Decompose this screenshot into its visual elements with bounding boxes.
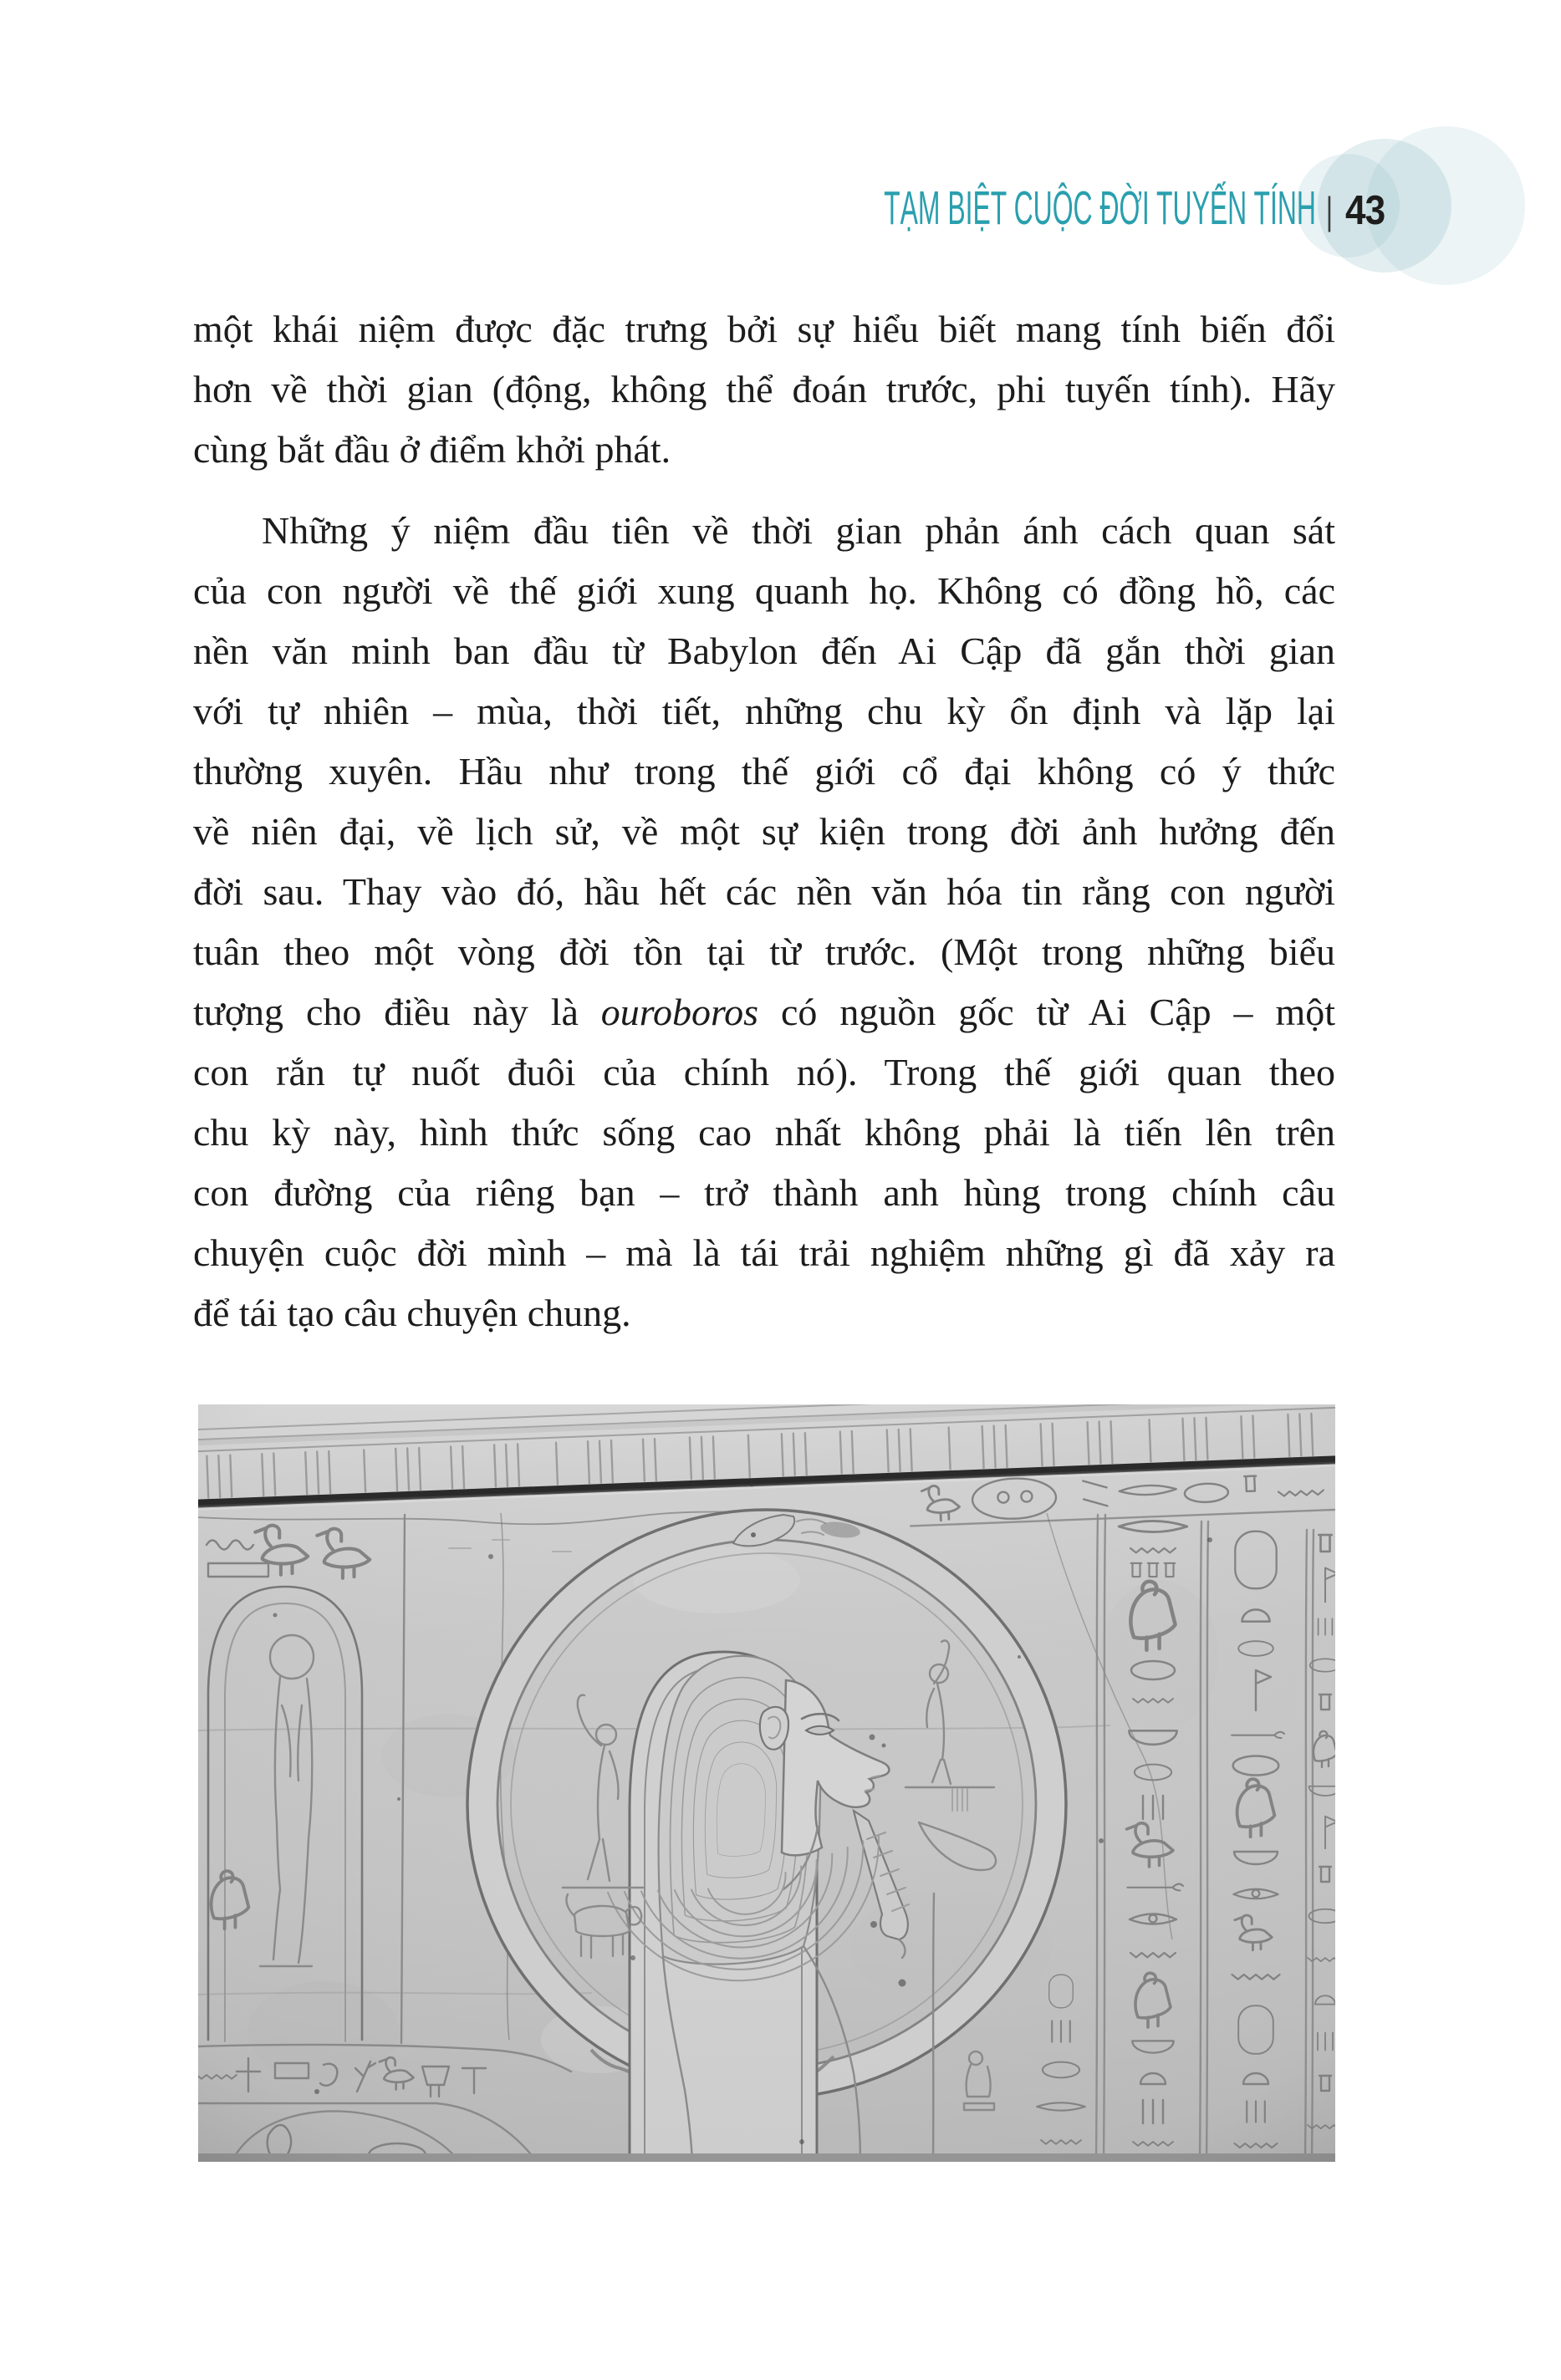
text-line: của con người về thế giới xung quanh họ. Không có đồng hồ, các <box>193 569 1335 612</box>
text-line: chuyện cuộc đời mình – mà là tái trải nghiệm những gì đã xảy ra <box>193 1231 1335 1274</box>
decorative-circle <box>1366 126 1525 285</box>
chapter-title: TẠM BIỆT CUỘC ĐỜI TUYẾN TÍNH <box>883 181 1316 235</box>
vignette <box>198 1404 1335 2162</box>
text-line: đời sau. Thay vào đó, hầu hết các nền văn hóa tin rằng con người <box>193 870 1335 913</box>
text-line: nền văn minh ban đầu từ Babylon đến Ai Cập đã gắn thời gian <box>193 629 1335 672</box>
text-run: có nguồn gốc từ Ai Cập – một <box>758 991 1336 1033</box>
text-line: với tự nhiên – mùa, thời tiết, những chu kỳ ổn định và lặp lại <box>193 690 1335 732</box>
text-line: con rắn tự nuốt đuôi của chính nó). Trong thế giới quan theo <box>193 1051 1335 1093</box>
running-head <box>544 181 1390 236</box>
text-line: hơn về thời gian (động, không thể đoán trước, phi tuyến tính). Hãy <box>193 368 1335 410</box>
text-line: Những ý niệm đầu tiên về thời gian phản ánh cách quan sát <box>262 509 1335 552</box>
page-number: 43 <box>1345 188 1385 233</box>
paragraph-2 <box>193 501 1335 1343</box>
text-run: tượng cho điều này là <box>193 991 601 1033</box>
header-separator-bar: | <box>1325 189 1333 232</box>
text-line: tuân theo một vòng đời tồn tại từ trước. (Một trong những biểu <box>193 930 1335 973</box>
text-line: con đường của riêng bạn – trở thành anh hùng trong chính câu <box>193 1171 1335 1214</box>
text-line: về niên đại, về lịch sử, về một sự kiện trong đời ảnh hưởng đến <box>193 810 1335 853</box>
text-line-with-italic <box>193 982 1335 1042</box>
paragraph-1 <box>193 299 1335 480</box>
egyptian-relief-photo <box>198 1404 1335 2162</box>
text-line: cùng bắt đầu ở điểm khởi phát. <box>193 428 671 471</box>
relief-graphic <box>198 1404 1335 2162</box>
text-line: để tái tạo câu chuyện chung. <box>193 1292 631 1334</box>
text-line: chu kỳ này, hình thức sống cao nhất không phải là tiến lên trên <box>193 1111 1335 1154</box>
italic-term: ouroboros <box>600 991 759 1033</box>
text-line: thường xuyên. Hầu như trong thế giới cổ đại không có ý thức <box>193 750 1335 792</box>
body-text <box>193 299 1335 1343</box>
text-line: một khái niệm được đặc trưng bởi sự hiểu biết mang tính biến đổi <box>193 308 1335 350</box>
